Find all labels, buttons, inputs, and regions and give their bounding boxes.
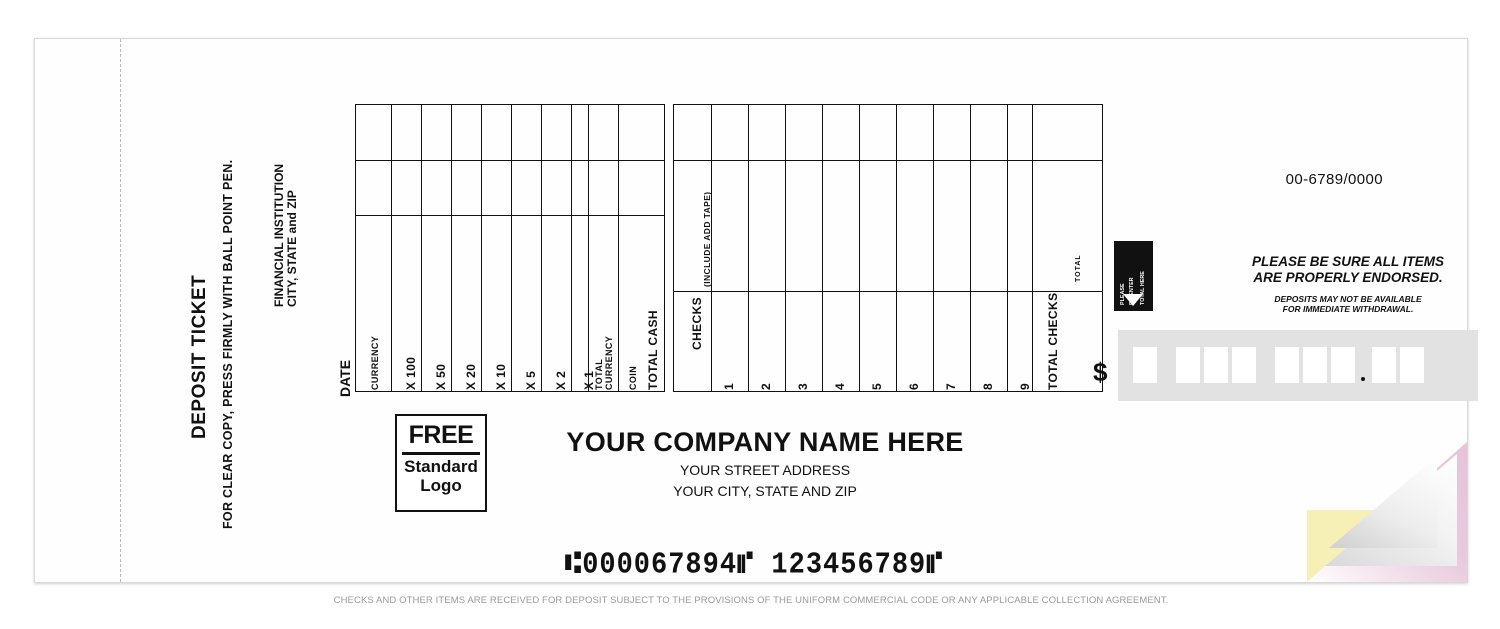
amount-separator	[1260, 347, 1271, 383]
check-row-1: 1	[722, 382, 736, 390]
press-firmly-note: FOR CLEAR COPY, PRESS FIRMLY WITH BALL POINT PEN.	[221, 159, 235, 529]
amount-cell[interactable]	[1232, 347, 1256, 383]
check-row-8: 8	[981, 382, 995, 390]
logo-free-text: FREE	[408, 421, 474, 449]
dollar-sign: $	[1093, 357, 1108, 387]
checks-table[interactable]	[673, 104, 1103, 392]
denomination-5: X 5	[524, 370, 538, 390]
date-label: DATE	[337, 359, 353, 397]
logo-logo-text: Logo	[420, 476, 462, 495]
amount-cell[interactable]	[1331, 347, 1355, 383]
page-title: DEPOSIT TICKET	[189, 274, 210, 439]
company-city-state-zip: YOUR CITY, STATE AND ZIP	[673, 483, 857, 499]
endorsement-line2: ARE PROPERLY ENDORSED.	[1253, 270, 1443, 285]
check-row-2: 2	[759, 382, 773, 390]
perforation-line	[120, 39, 121, 582]
reenter-text-line3: TOTAL HERE	[1140, 271, 1146, 305]
denomination-20: X 20	[464, 363, 478, 390]
check-row-4: 4	[833, 382, 847, 390]
denomination-10: X 10	[494, 363, 508, 390]
coin-label: COIN	[628, 365, 638, 390]
company-street: YOUR STREET ADDRESS	[679, 462, 851, 478]
decimal-point-icon	[1359, 347, 1368, 383]
denomination-2: X 2	[554, 370, 568, 390]
checks-header-label: CHECKS	[690, 296, 704, 350]
amount-cell[interactable]	[1275, 347, 1299, 383]
carbon-copy-corner	[1307, 442, 1467, 582]
amount-separator	[1161, 347, 1172, 383]
check-row-3: 3	[796, 382, 810, 390]
denomination-100: X 100	[404, 356, 418, 390]
endorsement-note2: FOR IMMEDIATE WITHDRAWAL.	[1282, 304, 1414, 314]
down-arrow-icon	[1123, 294, 1143, 306]
total-cash-label: TOTAL CASH	[646, 309, 660, 390]
amount-cell[interactable]	[1204, 347, 1228, 383]
denomination-1: X 1	[582, 370, 596, 390]
denomination-50: X 50	[434, 363, 448, 390]
total-currency-label-line1: TOTAL	[594, 358, 604, 390]
legal-disclaimer: CHECKS AND OTHER ITEMS ARE RECEIVED FOR DEPOSIT SUBJECT TO THE PROVISIONS OF THE UNIFORM COMMERCIAL CODE OR ANY APPLICABLE COLLECTION AGREEMENT.	[333, 595, 1169, 606]
company-block	[505, 427, 1025, 500]
financial-institution-line2: CITY, STATE and ZIP	[285, 190, 299, 307]
amount-cell[interactable]	[1400, 347, 1424, 383]
amount-cell[interactable]	[1303, 347, 1327, 383]
endorsement-note1: DEPOSITS MAY NOT BE AVAILABLE	[1274, 294, 1422, 304]
free-standard-logo	[395, 414, 487, 512]
currency-label: CURRENCY	[370, 335, 380, 390]
total-tick-label: TOTAL	[1075, 254, 1082, 282]
reenter-total-box	[1114, 241, 1153, 311]
deposit-ticket	[34, 38, 1468, 606]
company-name: YOUR COMPANY NAME HERE	[566, 427, 964, 457]
amount-cell[interactable]	[1133, 347, 1157, 383]
financial-institution-block	[273, 164, 299, 307]
check-row-5: 5	[870, 382, 884, 390]
cash-table[interactable]	[355, 104, 665, 392]
endorsement-line1: PLEASE BE SURE ALL ITEMS	[1251, 254, 1445, 269]
check-row-9: 9	[1018, 382, 1032, 390]
total-checks-label: TOTAL CHECKS	[1046, 292, 1060, 390]
total-currency-label-line2: CURRENCY	[604, 335, 614, 390]
logo-standard-text: Standard	[404, 457, 478, 476]
amount-digit-cells[interactable]	[1133, 347, 1424, 383]
check-row-7: 7	[944, 382, 958, 390]
endorsement-notice	[1223, 254, 1473, 314]
routing-fraction: 00-6789/0000	[1285, 171, 1383, 188]
reenter-text-line2: RE-ENTER	[1129, 277, 1135, 305]
amount-cell[interactable]	[1372, 347, 1396, 383]
reenter-text-line1: PLEASE	[1120, 283, 1126, 305]
amount-cell[interactable]	[1176, 347, 1200, 383]
checks-header-note: (INCLUDE ADD TAPE)	[702, 191, 712, 287]
micr-line: ⑆000067894⑈ 123456789⑈	[565, 549, 944, 583]
logo-divider	[402, 452, 480, 455]
financial-institution-line1: FINANCIAL INSTITUTION	[272, 163, 286, 307]
check-row-6: 6	[907, 382, 921, 390]
